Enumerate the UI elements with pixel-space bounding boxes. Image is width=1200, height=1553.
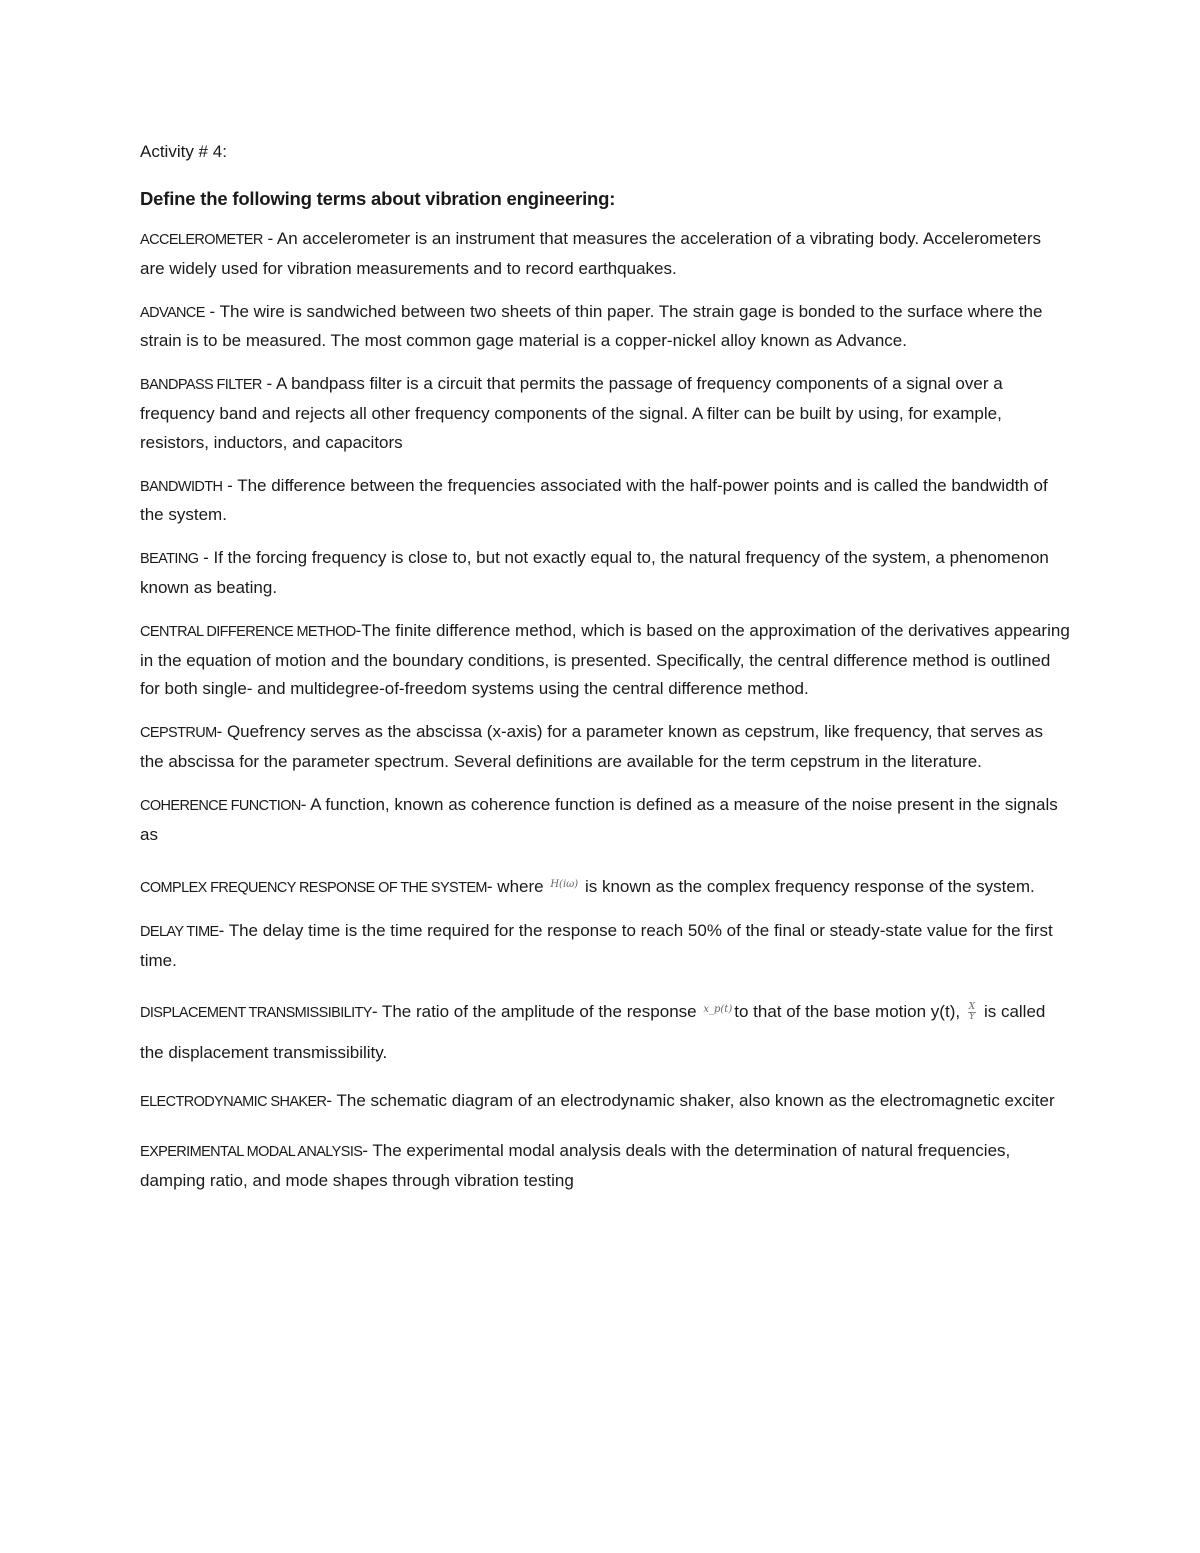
term: COMPLEX FREQUENCY RESPONSE OF THE SYSTEM (140, 880, 487, 897)
definition-text: - The wire is sandwiched between two sheets of thin paper. The strain gage is bonded to the surface where the strain is to be measured. The most common gage material is a copper-nickel alloy known as Advance. (140, 301, 1043, 351)
activity-label: Activity # 4: (140, 142, 227, 161)
page-heading: Define the following terms about vibration engineering: (140, 188, 616, 209)
definition-text: - The difference between the frequencies associated with the half-power points and is called the bandwidth of the system. (140, 475, 1048, 525)
term: COHERENCE FUNCTION (140, 798, 301, 814)
term: BANDPASS FILTER (140, 377, 262, 394)
definition-text: - The ratio of the amplitude of the response (371, 1001, 702, 1021)
definition-bandwidth (140, 472, 1070, 530)
definition-beating (140, 544, 1070, 602)
definition-text: - An accelerometer is an instrument that measures the acceleration of a vibrating body. Accelerometers are widely used for vibration measurements and to record earthquakes. (140, 229, 1042, 278)
ratio-numerator: X (968, 1001, 976, 1012)
definition-text: - Quefrency serves as the abscissa (x-axis) for a parameter known as cepstrum, like frequency, that serves as the abscissa for the parameter spectrum. Several definitions are available for the term cepstrum in the literature. (140, 722, 1043, 771)
term: CENTRAL DIFFERENCE METHOD (140, 624, 356, 641)
formula-image: H(iω) (550, 879, 579, 891)
definition-text: - The experimental modal analysis deals with the determination of natural frequencies, damping ratio, and mode shapes through vibration testing (140, 1141, 1011, 1190)
term: BANDWIDTH (140, 478, 223, 495)
definition-text: - The schematic diagram of an electrodynamic shaker, also known as the electromagnetic exciter (326, 1091, 1055, 1111)
definition-text: - where (486, 877, 549, 897)
definition-text: - A function, known as coherence function is defined as a measure of the noise present in the signals as (140, 795, 1058, 844)
definition-text: is known as the complex frequency response of the system. (580, 877, 1035, 897)
ratio-denominator: Y (969, 1011, 975, 1022)
term: ACCELEROMETER (140, 232, 263, 248)
term: CEPSTRUM (140, 725, 217, 742)
definition-cepstrum (140, 718, 1070, 776)
definition-electrodynamic-shaker (140, 1087, 1070, 1117)
definition-text: to that of the base motion y(t), (734, 1001, 965, 1021)
definition-central-difference-method (140, 617, 1070, 704)
formula-image: x_p(t) (703, 1003, 733, 1015)
definition-text: - If the forcing frequency is close to, but not exactly equal to, the natural frequency of the system, a phenomenon known as beating. (140, 548, 1049, 597)
document-body (140, 140, 1070, 1210)
term: ADVANCE (140, 304, 205, 321)
term: BEATING (140, 551, 199, 568)
definition-text: - A bandpass filter is a circuit that permits the passage of frequency components of a signal over a frequency band and rejects all other frequency components of the signal. A filter can be built by using, for example, resistors, inductors, and capacitors (140, 374, 1003, 452)
ratio-formula (965, 1003, 979, 1022)
definition-displacement-transmissibility (140, 990, 1070, 1073)
term: DISPLACEMENT TRANSMISSIBILITY (140, 1004, 372, 1021)
definition-accelerometer (140, 225, 1070, 283)
definition-text: - The delay time is the time required for the response to reach 50% of the final or steady-state value for the first time. (140, 921, 1053, 970)
definition-experimental-modal-analysis (140, 1137, 1070, 1195)
term: DELAY TIME (140, 924, 219, 941)
definition-coherence-function (140, 791, 1070, 849)
definition-advance (140, 298, 1070, 356)
definition-delay-time (140, 917, 1070, 975)
definition-text: is called the displacement transmissibility. (140, 1001, 1046, 1062)
definition-text: -The finite difference method, which is based on the approximation of the derivatives appearing in the equation of motion and the boundary conditions, is presented. Specifically, the central difference method is outlined for both single- and multidegree-of-freedom systems using the central difference method. (140, 621, 1070, 699)
definition-bandpass-filter (140, 370, 1070, 457)
term: EXPERIMENTAL MODAL ANALYSIS (140, 1144, 363, 1161)
definition-complex-frequency-response (140, 871, 1070, 903)
term: ELECTRODYNAMIC SHAKER (140, 1094, 327, 1111)
